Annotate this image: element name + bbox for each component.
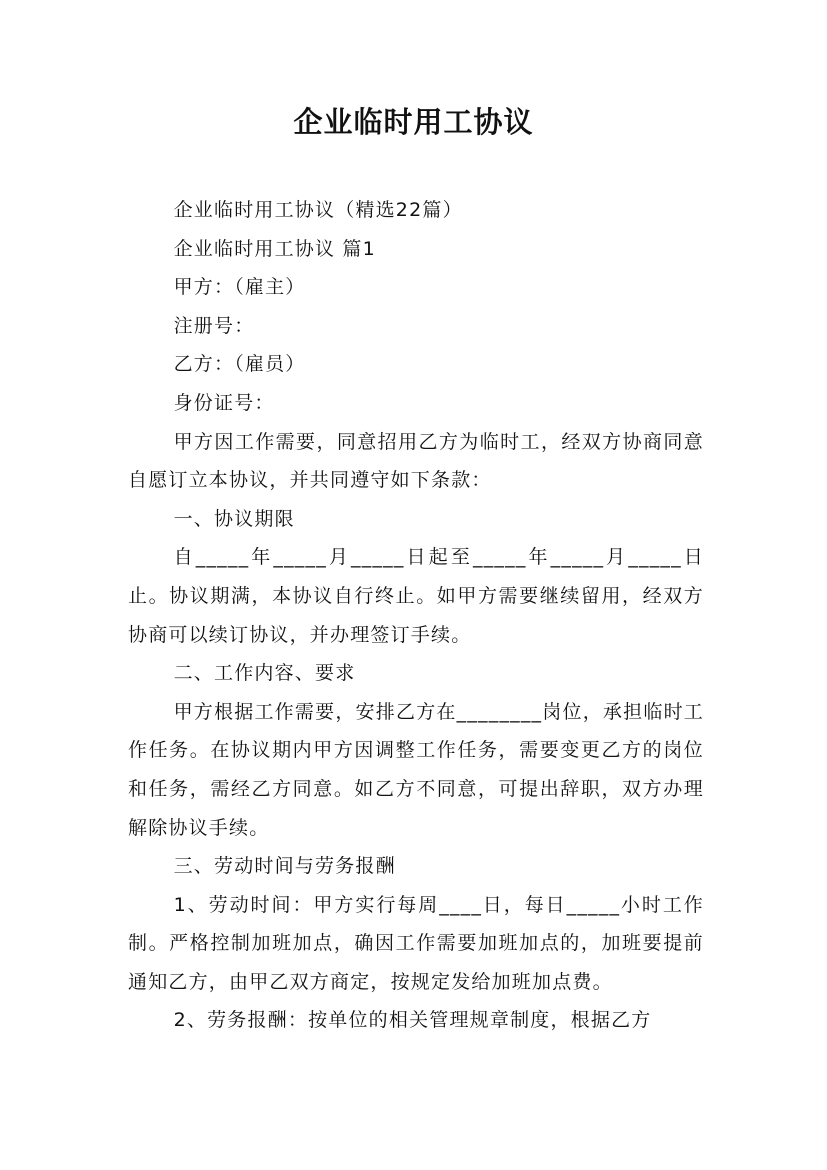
paragraph-work-details: 甲方根据工作需要，安排乙方在________岗位，承担临时工作任务。在协议期内甲方因调整工作任务，需要变更乙方的岗位和任务，需经乙方同意。如乙方不同意，可提出辞职，双方办理解除协议手续。	[128, 700, 704, 839]
paragraph-section-heading: 企业临时用工协议 篇1	[173, 237, 376, 260]
paragraph-party-a: 甲方：（雇主）	[173, 276, 306, 299]
paragraph-term-details: 自_____年_____月_____日起至_____年_____月_____日止。协议期满，本协议自行终止。如甲方需要继续留用，经双方协商可以续订协议，并办理签订手续。	[128, 546, 704, 646]
paragraph-remuneration: 2、劳务报酬：按单位的相关管理规章制度，根据乙方	[173, 1009, 652, 1032]
paragraph-intro: 甲方因工作需要，同意招用乙方为临时工，经双方协商同意自愿订立本协议，并共同遵守如下条款：	[128, 430, 704, 492]
paragraph-heading-work: 二、工作内容、要求	[173, 662, 356, 685]
paragraph-working-hours: 1、劳动时间：甲方实行每周____日，每日_____小时工作制。严格控制加班加点，确因工作需要加班加点的，加班要提前通知乙方，由甲乙双方商定，按规定发给加班加点费。	[128, 893, 704, 993]
document-body	[128, 191, 704, 1040]
document-title: 企业临时用工协议	[293, 105, 534, 139]
paragraph-id-number: 身份证号：	[173, 391, 275, 414]
paragraph-subtitle: 企业临时用工协议（精选22篇）	[173, 199, 463, 221]
paragraph-heading-hours-pay: 三、劳动时间与劳务报酬	[173, 855, 396, 878]
paragraph-party-b: 乙方：（雇员）	[173, 353, 306, 376]
paragraph-heading-term: 一、协议期限	[173, 507, 295, 530]
paragraph-registration-number: 注册号：	[173, 314, 255, 337]
